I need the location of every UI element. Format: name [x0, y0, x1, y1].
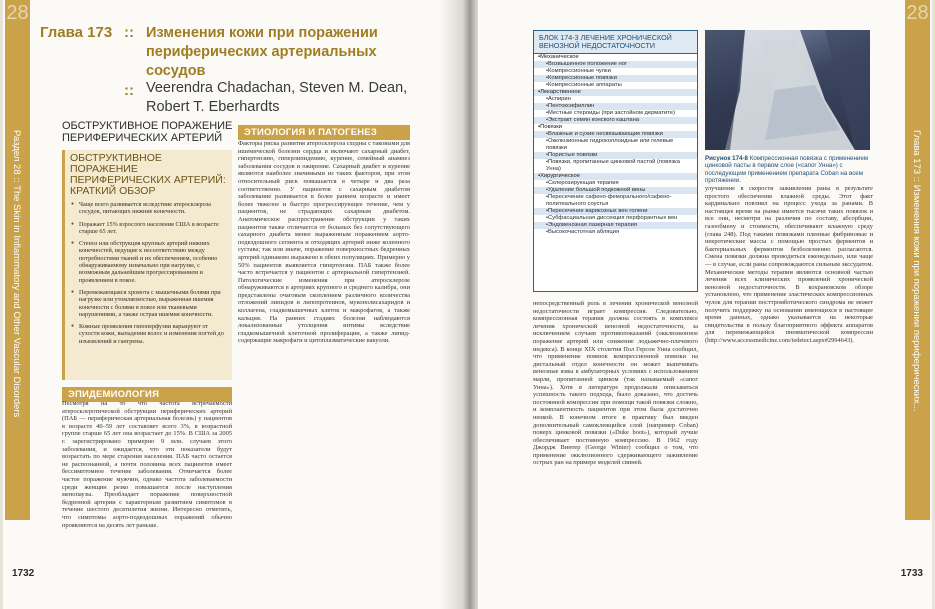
box-item: • Склерозирующая терапия	[534, 180, 697, 187]
page-number-left: 1732	[12, 568, 35, 579]
figure-photo	[705, 30, 870, 150]
box-item: • Пересечение варикозных вен голени	[534, 208, 697, 215]
box-title: БЛОК 174-3 ЛЕЧЕНИЕ ХРОНИЧЕСКОЙ ВЕНОЗНОЙ НЕДОСТАТОЧНОСТИ	[534, 31, 697, 54]
box-item: • Эндовенозная лазерная терапия	[534, 222, 697, 229]
treatment-box	[533, 30, 698, 292]
box-item: • Пористые повязки	[534, 152, 697, 159]
box-item: • Компрессионные повязки	[534, 75, 697, 82]
box-item: • Высокочастотная абляция	[534, 229, 697, 236]
etiology-heading: ЭТИОЛОГИЯ И ПАТОГЕНЕЗ	[238, 125, 410, 140]
box-item: • Возвышенное положение ног	[534, 61, 697, 68]
epidemiology-text: Несмотря на то что частота встречаемости атеросклеротической обструкции периферических артерий (ПАБ — периферическая артериальная болезнь) у пациентов в возрасте 40–59 лет составляет всего 3%, в возрастной группе старше 65 лет она возрастает до 15%. В США за 2005 г. зарегистрировано примерно 9 млн. случаев этого заболевания, и ожидается, что эти показатели будут возрастать по мере старения населения. ПАБ часто остается не распознанной, а почти половина всех пациентов имеет бессимптомное течение заболевания. Отмечается более частое поражение мужчин, однако частота заболеваемости среди женщин резко повышается после наступления менопаузы. Преобладает поражение поверхностной бедренной артерии с характерным развитием симптомов в течение шестого десятилетия жизни. Интересно отметить, что симптомы аорто-подвздошных поражений обычно проявляются на десять лет раньше.	[62, 400, 232, 529]
summary-box	[62, 150, 232, 380]
box-item: • Удаление большой подкожной вены	[534, 187, 697, 194]
etiology-text: Факторы риска развития атеросклероза сходны с таковыми для ишемической болезни сердца и включают сахарный диабет, гипертензию, гиперлипидемию, курение, семейный анамнез заболевания сосудов и ожирение. Сахарный диабет и курение являются наиболее значимыми из таких факторов, при этом относительный риск повышается в четыре и два раза соответственно. У пациентов с сахарным диабетом заболевание развивается в более раннем возрасте и имеет более тяжелое и быстро прогрессирующее течение, чем у пациентов, не страдающих сахарным диабетом. Анатомическое распространение обструкции у таких пациентов также отличается от больных без сопутствующего сахарного диабета менее выраженным поражением аорто-подвздошного сегмента и отходящих артерий ниже коленного сустава; так или иначе, поражение поверхностных бедренных артерий одинаково выражено в обеих популяциях. Примерно у 50% пациентов выявляется гипертензия. ПАБ также более часто встречается у пациентов с артериальной гипертензией. Патологические изменения при атеросклерозе обнаруживаются в артериях крупного и среднего калибра, они представлены очаговым скоплением различного количества отложений липидов и липопротеинов, мукополисахаридов и коллагена, гладкомышечных клеток и макрофагов, а также кальция. На ранних стадиях болезни наблюдаются локализованные утолщения интимы вследствие гладкомышечной клеточной пролиферации, а также липид-содержащие макрофаги и цитоплазматические вакуоли.	[238, 140, 410, 345]
box-category: ▪ Хирургическое	[534, 173, 697, 180]
side-tab-number: 28	[6, 2, 29, 24]
box-list	[534, 54, 697, 236]
box-item: • Влажные и сухие несвязывающие повязки	[534, 131, 697, 138]
epidemiology-heading: ЭПИДЕМИОЛОГИЯ	[62, 387, 232, 402]
right-column-b-text: улучшение в скорости заживления раны в результате простого обеспечения влажной среды. Этот факт кардинально повлиял на процесс ухода за ранами. В настоящее время на рынке имеется тысячи таких повязок и все они, несмотря на различия по составу, абсорбции, газообмену и стоимости, обеспечивают влажную среду (глава 248). Под такими повязками пленные фибриновые и некротические массы с помощью простых ферментов и бактериальных ферментов безболезненно разлагаются. Смена повязки должна проводиться еженедельно, или чаще — в случае, если раны сопровождаются сильным экссудатом. Механические методы терапии являются основной частью лечения всех клинических проявлений хронической венозной недостаточности. В кохрановском обзоре установлено, что применение эластических компрессионных чулок для терапии посттромботического синдрома не может получить поддержку на основании имеющихся в настоящее время данных, однако указывается на некоторые свидетельства в пользу благоприятного эффекта аппаратов для перемежающейся пневматической компрессии (http://www.accessmedicine.com/iedetect.aspx#2994643).	[705, 185, 873, 344]
summary-item: ● Поражает 15% взрослого населения США в возрасте старше 65 лет.	[71, 221, 227, 236]
chapter-authors: Veerendra Chadachan, Steven M. Dean, Robert T. Eberhardts	[146, 80, 408, 115]
page-number-right: 1733	[900, 568, 923, 579]
authors-separator: ::	[124, 82, 134, 99]
right-column-a-text: непосредственный роль в лечении хронической венозной недостаточности играет компрессия. Следовательно, компрессионная терапия должна состоять в комплексе лечения хронической венозной недостаточности, за исключением случаев противопоказаний (окклюзионное поражение артерий или снижение лодыжечно-плечевого индекса). В конце XIX столетия Пол Герсон Унна сообщил, что применение повязок компрессионной повязки на дистальный отдел конечности он может выпечивать венозные язвы в амбулаторных условиях с использованием марли, пропитанной цинком (так называемый «сапог Унна»). Хотя в литературе продолжали описываться успешность такого подхода, было доказано, что достичь постоянной компрессии при помощи такой повязки сложно, и комплаентность пациентов при этом была достаточно низкой. В конечном итоге в практику был введен дополнительный самоклеящийся слой (например Coban) поверх цинковой повязки («Duke boot»), который лучше обеспечивает постоянную компрессию. В 1962 году Джордж Винтер (George Winter) сообщил о том, что применение окклюзионного сдерживающего заживление острых ран на примере моделей свиней.	[533, 300, 698, 467]
page-edge	[0, 0, 3, 609]
left-side-tab	[5, 0, 30, 520]
summary-item: ● Чаще всего развивается вследствие атеросклероза сосудов, питающих нижние конечности.	[71, 201, 227, 216]
box-item: • Пересечение сафено-феморального/сафено-политеального соустья	[534, 194, 697, 208]
box-item: • Экстракт семян конского каштана	[534, 117, 697, 124]
right-side-tab	[905, 0, 930, 520]
box-item: • Местные стероиды (при застойном дерматите)	[534, 110, 697, 117]
chapter-label: Глава 173	[40, 24, 113, 41]
figure-caption	[705, 155, 873, 185]
summary-title: ОБСТРУКТИВНОЕ ПОРАЖЕНИЕ ПЕРИФЕРИЧЕСКИХ АРТЕРИЙ: КРАТКИЙ ОБЗОР	[70, 152, 226, 197]
box-item: • Компрессионные аппараты	[534, 82, 697, 89]
side-tab-text: Глава 173 :: Изменения кожи при поражении периферических...	[911, 130, 922, 412]
box-category: ▪ Механическое	[534, 54, 697, 61]
chapter-separator: ::	[124, 24, 134, 41]
side-tab-number: 28	[906, 2, 929, 24]
section-heading: ОБСТРУКТИВНОЕ ПОРАЖЕНИЕ ПЕРИФЕРИЧЕСКИХ АРТЕРИЙ	[62, 120, 233, 144]
figure-caption-text: Компрессионная повязка с применением цинковой пасты в первом слое («сапог Унна») с последующим применением препарата Coban на всем протяжении.	[705, 155, 869, 185]
box-item: • Окклюзионные гидроколлоидные или гелевые повязки	[534, 138, 697, 152]
left-page	[0, 0, 457, 609]
box-category: ▪ Лекарственное	[534, 89, 697, 96]
box-item: • Субфасциальная диссекция перфорантных вен	[534, 215, 697, 222]
box-category: ▪ Повязки	[534, 124, 697, 131]
chapter-title: Изменения кожи при поражении периферических артериальных сосудов	[146, 25, 378, 79]
figure-label: Рисунок 174-8	[705, 155, 748, 162]
summary-item: ● Перемежающаяся хромота с мышечными болями при нагрузке или утомляемостью, выраженная ишемия конечности с болями в покое или тканевыми нарушениями, а также острая ишемия конечности.	[71, 289, 227, 318]
box-item: • Компрессионные чулки	[534, 68, 697, 75]
box-item: • Пентоксифиллин	[534, 103, 697, 110]
box-item: • Повязки, пропитанные цинковой пастой (повязка Унна)	[534, 159, 697, 173]
summary-list	[65, 201, 232, 345]
side-tab-text: Раздел 28 :: The Skin in Inflammatory and Other Vascular Disorders	[11, 130, 22, 418]
summary-item: ● Кожные проявления гипоперфузии варьируют от сухости кожи, выпадения волос и изменения ногтей до изъязвлений и гангрены.	[71, 323, 227, 345]
leg-bandage-illustration	[705, 30, 870, 150]
summary-item: ● Стеноз или обструкция крупных артерий нижних конечностей, ведущие к несоответствию между потребностями тканей и их обеспечением, особенно обнаруживаемому изначально при нагрузке, с возможным дальнейшим прогрессированием и проявлением в покое.	[71, 240, 227, 284]
box-item: • Аспирин	[534, 96, 697, 103]
